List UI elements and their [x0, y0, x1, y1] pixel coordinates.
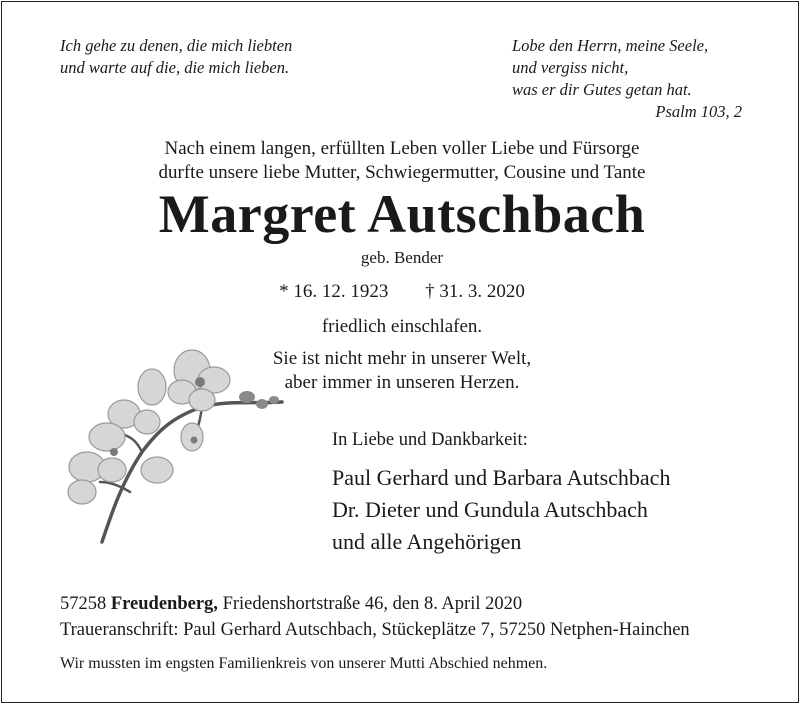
quote-left-line-1: Ich gehe zu denen, die mich liebten: [60, 36, 293, 55]
intro-line-2: durfte unsere liebe Mutter, Schwiegermutter, Cousine und Tante: [158, 162, 646, 183]
funeral-note: Wir mussten im engsten Familienkreis von unserer Mutti Abschied nehmen.: [60, 655, 548, 672]
place-date-line: [60, 591, 690, 617]
verse-line-1: Sie ist nicht mehr in unserer Welt,: [272, 348, 532, 369]
obituary-notice: [1, 1, 799, 703]
intro-text: [2, 137, 800, 185]
quote-right-line-2: und vergiss nicht,: [512, 58, 629, 77]
address-block: [60, 591, 690, 643]
mourner-1: Paul Gerhard und Barbara Autschbach: [332, 465, 671, 490]
birth-date: * 16. 12. 1923: [279, 281, 389, 302]
deceased-name: Margret Autschbach: [158, 184, 646, 244]
zip-code: 57258: [60, 594, 107, 614]
mourners-list: [332, 462, 670, 558]
mourning-address: Traueranschrift: Paul Gerhard Autschbach, Stückeplätze 7, 57250 Netphen-Hainchen: [60, 620, 690, 640]
mourner-2: Dr. Dieter und Gundula Autschbach: [332, 497, 648, 522]
quote-right-line-1: Lobe den Herrn, meine Seele,: [512, 36, 709, 55]
mourner-3: und alle Angehörigen: [332, 529, 522, 554]
thanks-text: In Liebe und Dankbarkeit:: [332, 430, 528, 450]
passed-text: friedlich einschlafen.: [321, 316, 483, 337]
intro-line-1: Nach einem langen, erfüllten Leben voller Liebe und Fürsorge: [164, 138, 640, 159]
quote-right-line-3: was er dir Gutes getan hat.: [512, 80, 692, 99]
quote-left: [60, 35, 292, 79]
street-date: Friedenshortstraße 46, den 8. April 2020: [222, 594, 523, 614]
quote-right: [512, 35, 742, 123]
city: Freudenberg,: [110, 594, 218, 614]
verse-line-2: aber immer in unseren Herzen.: [284, 372, 520, 393]
life-dates: [2, 280, 800, 304]
quote-right-reference: Psalm 103, 2: [655, 102, 742, 121]
death-date: † 31. 3. 2020: [425, 281, 525, 302]
quote-left-line-2: und warte auf die, die mich lieben.: [60, 58, 290, 77]
orchid-icon: [52, 342, 292, 552]
maiden-name: geb. Bender: [360, 248, 444, 267]
